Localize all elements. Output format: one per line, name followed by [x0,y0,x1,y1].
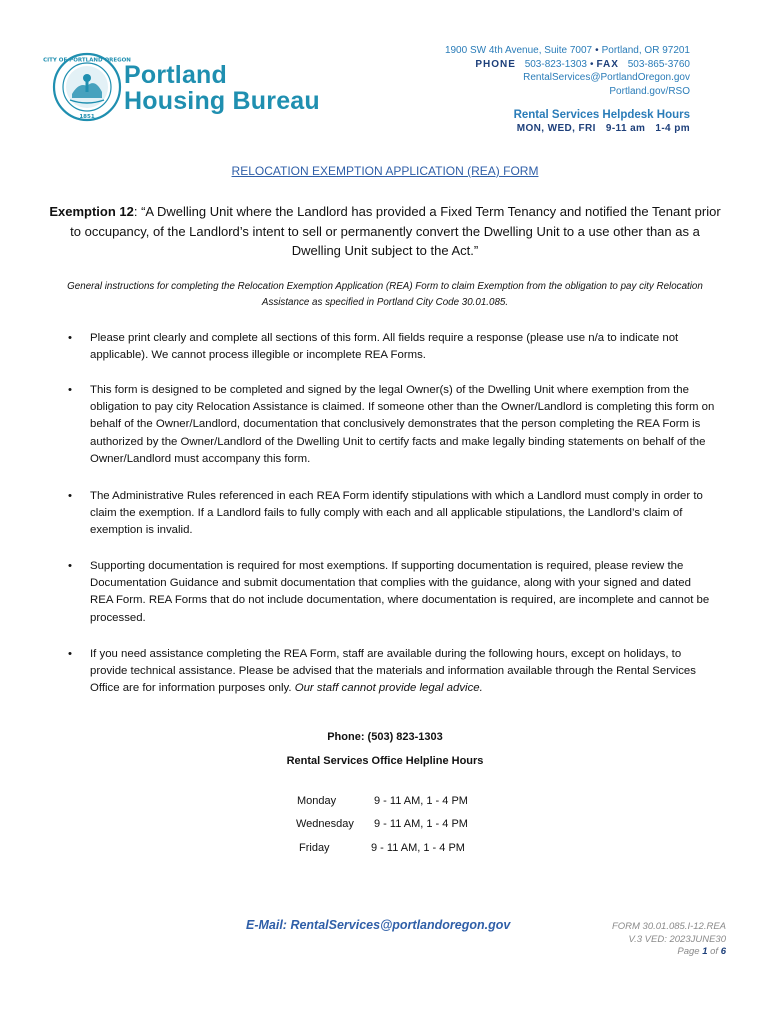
exemption-text: : “A Dwelling Unit where the Landlord has provided a Fixed Term Tenancy and notified the Tenant prior to occupancy, of the Landlord’s intent to sell or permanently convert the Dwelling Unit to a use other than as a Dwelling Unit subject to the Act.” [70,204,721,258]
city-state-zip: Portland, OR 97201 [601,45,690,56]
fax-label: FAX [596,58,619,70]
header-email-link[interactable]: RentalServices@PortlandOregon.gov [523,72,690,83]
form-id: FORM 30.01.085.I-12.REA [611,921,726,932]
contact-block [445,44,690,98]
exemption-statement [48,202,722,261]
phone-fax-line [445,58,690,72]
of-word: of [710,946,719,958]
helpdesk-hours [514,122,690,135]
form-title: RELOCATION EXEMPTION APPLICATION (REA) FORM [231,164,539,178]
footer-email-link[interactable]: E-Mail: RentalServices@portlandoregon.gov [246,918,511,932]
helpdesk-hours-block [514,108,690,135]
hours-day-monday: Monday [297,795,337,807]
helpdesk-pm: 1-4 pm [655,123,690,134]
form-footer [612,921,726,959]
separator-dot: • [595,45,599,56]
list-item-text: This form is designed to be completed and signed by the legal Owner(s) of the Dwelling Unit where exemption from the obligation to pay city Relocation Assistance is claimed. If someone other than the Owner/Landlord is completing this form on behalf of the Owner/Landlord, documentation that conclusively demonstrates that the person completing the REA Form is authorized by the Owner/Landlord of the Dwelling Unit to certify facts and make legally binding statements on behalf of the Owner/Landlord must accompany this form. [90,384,715,465]
hours-time-wednesday: 9 - 11 AM, 1 - 4 PM [374,818,468,830]
hours-time-friday: 9 - 11 AM, 1 - 4 PM [371,842,465,854]
hours-time-monday: 9 - 11 AM, 1 - 4 PM [374,795,468,807]
page-word: Page [677,946,700,958]
page-number: 1 [702,946,708,958]
helpdesk-title: Rental Services Helpdesk Hours [513,109,690,121]
form-version: V.3 VED: 2023JUNE30 [628,933,726,945]
website-link[interactable]: Portland.gov/RSO [609,85,690,97]
bullet-icon: • [68,384,72,396]
bullet-icon: • [68,490,72,502]
list-item-text: Please print clearly and complete all sections of this form. All fields require a response (please use n/a to indicate not applicable). We cannot process illegible or incomplete REA Forms. [90,332,679,362]
separator-dot: • [589,58,594,70]
seal-year: 1851 [79,114,95,120]
page-total: 6 [720,946,726,958]
helpdesk-days: MON, WED, FRI [516,123,596,134]
hours-day-friday: Friday [299,842,330,854]
helpdesk-am: 9-11 am [605,123,646,134]
hours-title: Rental Services Office Helpline Hours [286,755,484,767]
phone-line: Phone: (503) 823-1303 [327,731,443,743]
header-phone-number: 503-823-1303 [524,58,587,70]
street-address: 1900 SW 4th Avenue, Suite 7007 [444,45,593,56]
list-item-text: If you need assistance completing the REA Form, staff are available during the following hours, except on holidays, to provide technical assistance. Please be advised that the materials and information available through the Rental Services Office are for information purposes only. [90,648,696,695]
org-name-line2: Housing Bureau [124,87,320,115]
org-name-line1: Portland [124,61,227,89]
phone-label: PHONE [475,58,516,70]
legal-advice-note: Our staff cannot provide legal advice. [294,682,483,695]
list-item-text: The Administrative Rules referenced in each REA Form identify stipulations with which a Landlord must comply in order to claim the exemption. If a Landlord fails to fully comply with each and all applicable stipulations, the Landlord’s claim of exemption is invalid. [90,490,703,537]
page-indicator [612,946,726,959]
fax-number: 503-865-3760 [627,58,690,70]
bullet-icon: • [68,332,72,344]
bullet-icon: • [68,648,72,660]
city-seal-logo [43,52,131,122]
bullet-icon: • [68,560,72,572]
address-line [445,44,690,58]
seal-top-text: CITY OF PORTLAND OREGON [43,57,131,64]
general-instructions: General instructions for completing the Relocation Exemption Application (REA) Form to claim Exemption from the obligation to pay city Relocation Assistance as specified in Portland City Code 30.01.085. [67,281,703,308]
hours-day-wednesday: Wednesday [296,818,354,830]
exemption-label: Exemption 12 [49,204,134,219]
list-item-text: Supporting documentation is required for most exemptions. If supporting documentation is required, please review the Documentation Guidance and submit documentation that complies with the guidance, along with your signed and dated REA Form. REA Forms that do not include documentation, where documentation is required, are incomplete and cannot be processed. [90,560,710,624]
